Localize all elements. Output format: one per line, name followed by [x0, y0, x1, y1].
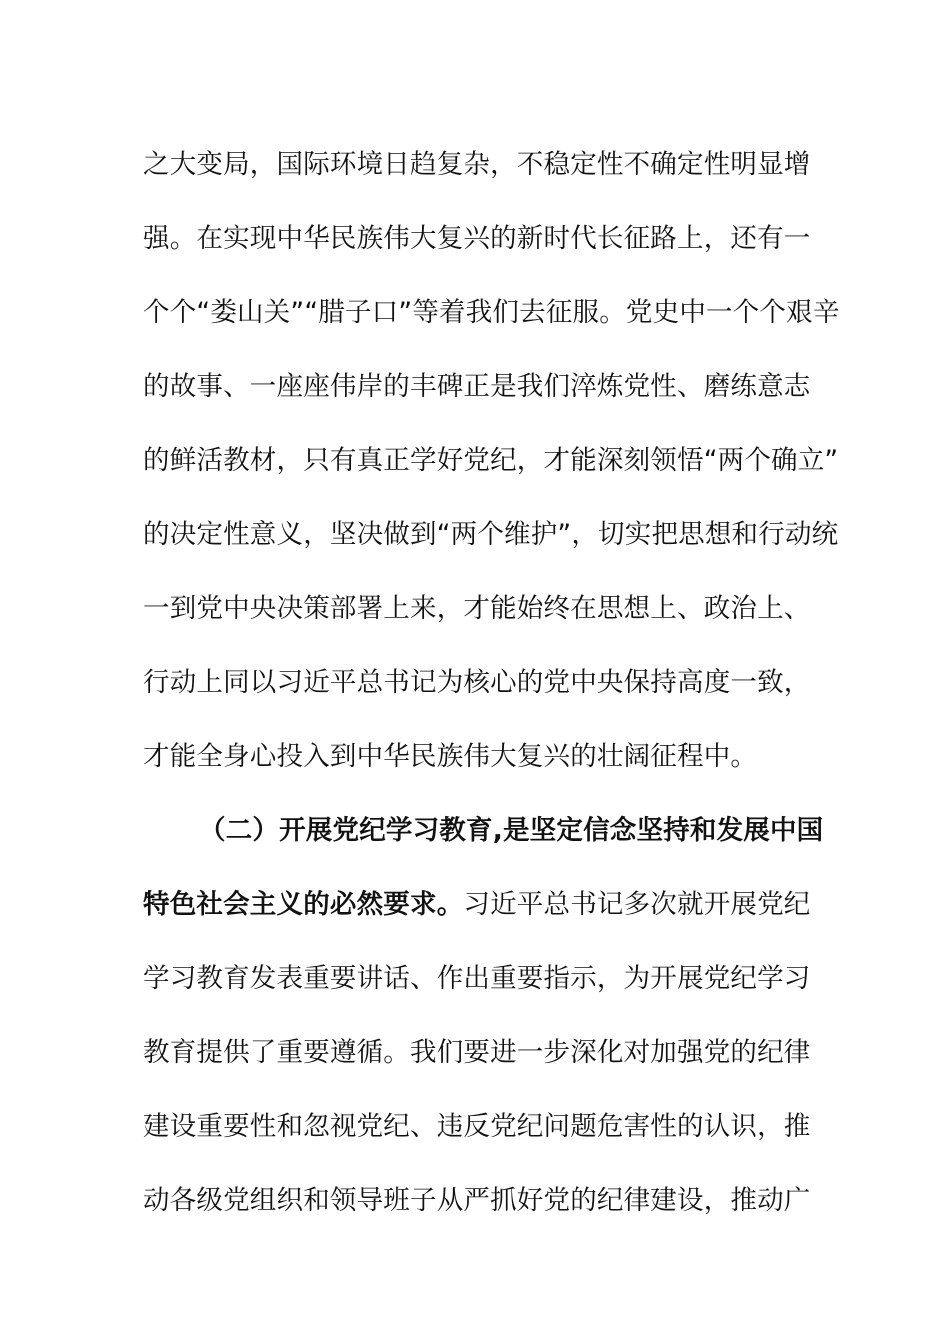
text-line-content: 一到党中央决策部署上来，才能始终在思想上、政治上、	[143, 593, 811, 624]
section-heading-line-2	[143, 868, 811, 942]
text-line-content: 建设重要性和忽视党纪、违反党纪问题危害性的认识，推	[143, 1111, 811, 1142]
document-body	[143, 128, 840, 1238]
text-line-content: 才能全身心投入到中华民族伟大复兴的壮阔征程中。	[143, 741, 758, 772]
text-line	[143, 646, 811, 720]
text-line	[143, 1016, 811, 1090]
text-line-content: 的鲜活教材，只有真正学好党纪，才能深刻领悟“两个确立”	[143, 445, 839, 476]
text-line-content: 习近平总书记多次就开展党纪	[463, 889, 811, 920]
text-line	[143, 572, 811, 646]
text-line-content: 教育提供了重要遵循。我们要进一步深化对加强党的纪律	[143, 1037, 811, 1068]
text-line	[143, 276, 840, 350]
text-line-last	[143, 720, 807, 794]
text-line	[143, 942, 811, 1016]
text-line	[143, 1090, 811, 1164]
text-line-content: 动各级党组织和领导班子从严抓好党的纪律建设，推动广	[143, 1185, 811, 1216]
text-line	[143, 1164, 811, 1238]
section-heading-line	[143, 794, 824, 868]
text-line	[143, 350, 811, 424]
text-line	[143, 128, 811, 202]
text-line-content: 学习教育发表重要讲话、作出重要指示，为开展党纪学习	[143, 963, 811, 994]
text-line	[143, 498, 839, 572]
text-line-content: 个个“娄山关”“腊子口”等着我们去征服。党史中一个个艰辛	[143, 297, 840, 328]
text-line-content: 强。在实现中华民族伟大复兴的新时代长征路上，还有一	[143, 223, 811, 254]
text-line	[143, 202, 811, 276]
text-line-content: 的故事、一座座伟岸的丰碑正是我们淬炼党性、磨练意志	[143, 371, 811, 402]
text-line-content: 行动上同以习近平总书记为核心的党中央保持高度一致，	[143, 667, 811, 698]
text-line	[143, 424, 839, 498]
text-line-content: 的决定性意义，坚决做到“两个维护”，切实把思想和行动统	[143, 519, 839, 550]
section-heading-continued: 特色社会主义的必然要求。	[143, 889, 464, 920]
section-heading: （二）开展党纪学习教育,是坚定信念坚持和发展中国	[199, 815, 824, 846]
text-line-content: 之大变局，国际环境日趋复杂，不稳定性不确定性明显增	[143, 149, 811, 180]
